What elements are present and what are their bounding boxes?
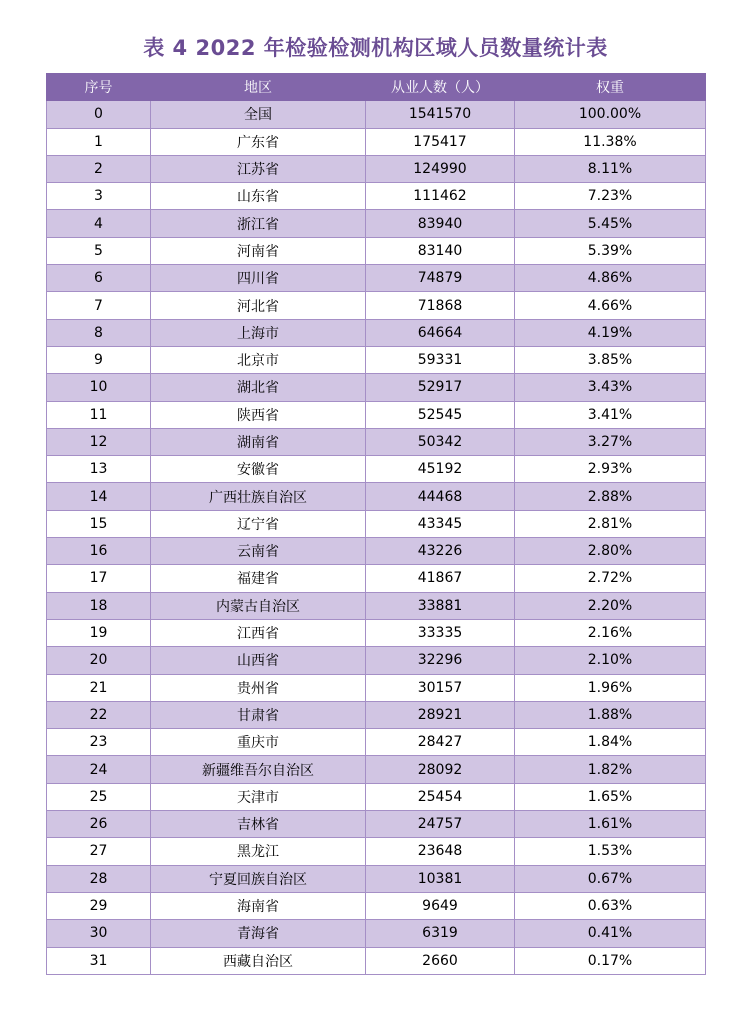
table-row [47,892,706,919]
cell-employees: 25454 [366,783,515,810]
cell-index: 8 [47,319,151,346]
cell-index: 17 [47,565,151,592]
cell-region: 重庆市 [151,729,366,756]
cell-index: 13 [47,456,151,483]
cell-index: 14 [47,483,151,510]
cell-region: 辽宁省 [151,510,366,537]
table-row [47,674,706,701]
cell-weight: 0.17% [515,947,706,974]
cell-region: 贵州省 [151,674,366,701]
cell-weight: 0.67% [515,865,706,892]
cell-region: 江西省 [151,619,366,646]
cell-employees: 2660 [366,947,515,974]
cell-employees: 124990 [366,155,515,182]
cell-employees: 44468 [366,483,515,510]
cell-index: 3 [47,183,151,210]
cell-weight: 1.82% [515,756,706,783]
cell-index: 9 [47,346,151,373]
cell-region: 云南省 [151,538,366,565]
cell-employees: 71868 [366,292,515,319]
table-row [47,292,706,319]
table-row [47,647,706,674]
cell-index: 11 [47,401,151,428]
cell-employees: 64664 [366,319,515,346]
cell-region: 上海市 [151,319,366,346]
header-weight: 权重 [515,74,706,101]
cell-weight: 1.96% [515,674,706,701]
cell-weight: 8.11% [515,155,706,182]
cell-region: 新疆维吾尔自治区 [151,756,366,783]
table-row [47,237,706,264]
table-row [47,838,706,865]
cell-weight: 5.39% [515,237,706,264]
cell-employees: 41867 [366,565,515,592]
table-row [47,920,706,947]
cell-index: 24 [47,756,151,783]
cell-weight: 2.10% [515,647,706,674]
cell-index: 5 [47,237,151,264]
cell-employees: 30157 [366,674,515,701]
table-row [47,210,706,237]
cell-weight: 0.63% [515,892,706,919]
table-row [47,947,706,974]
cell-region: 宁夏回族自治区 [151,865,366,892]
cell-employees: 28921 [366,701,515,728]
cell-employees: 45192 [366,456,515,483]
cell-employees: 59331 [366,346,515,373]
cell-employees: 33881 [366,592,515,619]
cell-region: 福建省 [151,565,366,592]
cell-region: 广西壮族自治区 [151,483,366,510]
cell-weight: 2.93% [515,456,706,483]
header-region: 地区 [151,74,366,101]
header-index: 序号 [47,74,151,101]
table-row [47,428,706,455]
cell-employees: 28427 [366,729,515,756]
cell-weight: 3.27% [515,428,706,455]
table-title: 表 4 2022 年检验检测机构区域人员数量统计表 [143,36,608,60]
cell-weight: 2.72% [515,565,706,592]
cell-employees: 50342 [366,428,515,455]
cell-index: 12 [47,428,151,455]
cell-region: 安徽省 [151,456,366,483]
cell-employees: 111462 [366,183,515,210]
table-row [47,483,706,510]
table-row [47,729,706,756]
table-row [47,155,706,182]
cell-index: 29 [47,892,151,919]
cell-region: 青海省 [151,920,366,947]
table-row [47,101,706,128]
cell-region: 黑龙江 [151,838,366,865]
table-row [47,619,706,646]
cell-weight: 0.41% [515,920,706,947]
cell-region: 甘肃省 [151,701,366,728]
cell-index: 28 [47,865,151,892]
cell-region: 陕西省 [151,401,366,428]
cell-region: 广东省 [151,128,366,155]
cell-weight: 4.19% [515,319,706,346]
cell-index: 0 [47,101,151,128]
table-row [47,565,706,592]
cell-region: 浙江省 [151,210,366,237]
cell-region: 全国 [151,101,366,128]
cell-weight: 4.86% [515,265,706,292]
cell-weight: 100.00% [515,101,706,128]
cell-index: 23 [47,729,151,756]
cell-region: 湖南省 [151,428,366,455]
table-row [47,510,706,537]
cell-region: 湖北省 [151,374,366,401]
cell-index: 30 [47,920,151,947]
cell-employees: 52545 [366,401,515,428]
cell-weight: 2.16% [515,619,706,646]
table-row [47,401,706,428]
personnel-table [46,73,706,975]
cell-index: 22 [47,701,151,728]
cell-region: 海南省 [151,892,366,919]
table-row [47,865,706,892]
cell-region: 江苏省 [151,155,366,182]
table-row [47,756,706,783]
cell-employees: 23648 [366,838,515,865]
table-row [47,592,706,619]
cell-region: 河北省 [151,292,366,319]
cell-index: 7 [47,292,151,319]
cell-region: 山西省 [151,647,366,674]
table-row [47,783,706,810]
cell-region: 河南省 [151,237,366,264]
table-row [47,128,706,155]
header-row [47,74,706,101]
cell-weight: 1.84% [515,729,706,756]
cell-index: 20 [47,647,151,674]
cell-index: 10 [47,374,151,401]
cell-employees: 52917 [366,374,515,401]
cell-index: 16 [47,538,151,565]
cell-index: 1 [47,128,151,155]
cell-index: 27 [47,838,151,865]
table-row [47,183,706,210]
cell-employees: 175417 [366,128,515,155]
cell-region: 吉林省 [151,811,366,838]
cell-weight: 3.43% [515,374,706,401]
cell-employees: 83940 [366,210,515,237]
cell-employees: 33335 [366,619,515,646]
cell-employees: 9649 [366,892,515,919]
cell-weight: 3.41% [515,401,706,428]
cell-index: 19 [47,619,151,646]
cell-employees: 6319 [366,920,515,947]
cell-region: 山东省 [151,183,366,210]
cell-weight: 1.65% [515,783,706,810]
cell-index: 6 [47,265,151,292]
cell-employees: 32296 [366,647,515,674]
cell-index: 2 [47,155,151,182]
cell-index: 26 [47,811,151,838]
table-row [47,456,706,483]
table-row [47,811,706,838]
cell-employees: 10381 [366,865,515,892]
cell-index: 15 [47,510,151,537]
cell-employees: 24757 [366,811,515,838]
table-row [47,701,706,728]
cell-region: 北京市 [151,346,366,373]
cell-index: 31 [47,947,151,974]
cell-employees: 1541570 [366,101,515,128]
cell-employees: 43345 [366,510,515,537]
cell-weight: 7.23% [515,183,706,210]
cell-region: 四川省 [151,265,366,292]
cell-weight: 2.20% [515,592,706,619]
table-row [47,374,706,401]
cell-region: 西藏自治区 [151,947,366,974]
cell-weight: 2.88% [515,483,706,510]
cell-region: 内蒙古自治区 [151,592,366,619]
cell-index: 18 [47,592,151,619]
cell-weight: 1.88% [515,701,706,728]
table-row [47,319,706,346]
cell-index: 25 [47,783,151,810]
cell-weight: 2.80% [515,538,706,565]
table-row [47,265,706,292]
cell-employees: 74879 [366,265,515,292]
cell-weight: 4.66% [515,292,706,319]
cell-employees: 83140 [366,237,515,264]
cell-index: 4 [47,210,151,237]
cell-region: 天津市 [151,783,366,810]
cell-employees: 28092 [366,756,515,783]
header-employees: 从业人数（人） [366,74,515,101]
table-body [47,101,706,975]
cell-employees: 43226 [366,538,515,565]
cell-weight: 3.85% [515,346,706,373]
cell-weight: 5.45% [515,210,706,237]
cell-weight: 1.61% [515,811,706,838]
table-row [47,346,706,373]
cell-index: 21 [47,674,151,701]
table-row [47,538,706,565]
cell-weight: 1.53% [515,838,706,865]
cell-weight: 2.81% [515,510,706,537]
cell-weight: 11.38% [515,128,706,155]
